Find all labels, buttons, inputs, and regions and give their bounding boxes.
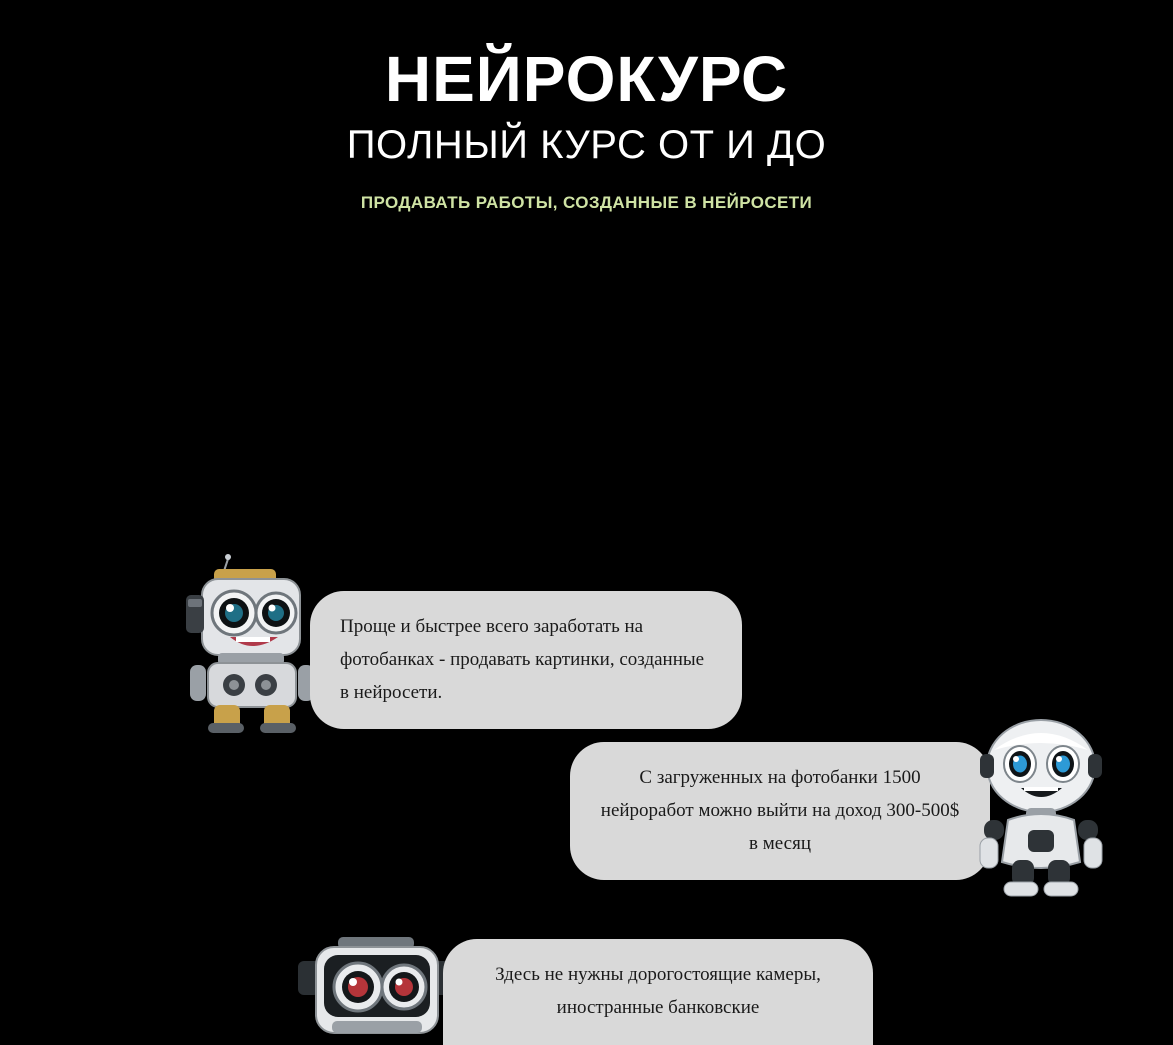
page-tagline: ПРОДАВАТЬ РАБОТЫ, СОЗДАННЫЕ В НЕЙРОСЕТИ <box>360 193 813 213</box>
page-title: НЕЙРОКУРС <box>384 43 789 115</box>
chat-bubble-2: С загруженных на фотобанки 1500 нейроработ можно выйти на доход 300-500$ в месяц <box>570 742 990 880</box>
page-subtitle: ПОЛНЫЙ КУРС ОТ И ДО <box>346 123 827 168</box>
robot-white-icon <box>966 710 1116 900</box>
robot-camera-icon <box>298 931 456 1041</box>
robot-vintage-icon <box>178 547 328 733</box>
chat-bubble-1: Проще и быстрее всего заработать на фотобанках - продавать картинки, созданные в нейросети. <box>310 591 742 729</box>
chat-bubble-3: Здесь не нужны дорогостоящие камеры, иностранные банковские <box>443 939 873 1044</box>
chat-section <box>0 213 1173 1018</box>
page-header <box>0 0 1173 213</box>
